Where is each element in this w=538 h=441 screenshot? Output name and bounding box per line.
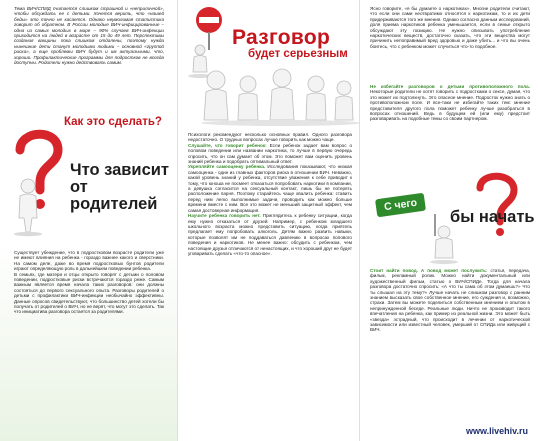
paragraph-lead: Слушайте, что говорит ребенок:	[188, 142, 267, 148]
paragraph-lead: Не избегайте разговоров о детьми противоположного пола.	[370, 84, 530, 89]
paragraph-text: Некоторые родители не хотят говорить с подростками о сексе, думая, что это может их подтолкнуть. Это опасное мнение. Подросток нужно знать о противоположном поле. И все-таки не избегайте таких тем: мнение представителя другого пола поможет ребенку лучше разобраться в вопросах отношений. Ведь в будущем ей (или ему) предстоит разговаривать на подобные темы со своим партнером.	[370, 89, 530, 122]
paragraph	[370, 84, 530, 122]
heading	[232, 26, 348, 60]
paragraph-text: статья, передача, фильм, рекламный ролик. Можно найти документальный или художественный фильм, статью о ВИЧ/СПИДе. Тогда для начала разговора достаточно спросить: «А что ты сама об этом думаешь?» Что ты слышал на эту тему?» Лучше начать не слишком разговор с ранним знанием высказать свое собственное мнение, его суждения и, возможно, страхи. Затем вы можете поделиться собственным мнением и опытом в непринужденной беседе. Реальные люди. Ничто не производит такого впечатления на ребенка, как пример из реальной жизни. Это может быть «звезда» эстрадный, что происходит в лечении от наркотической зависимости или известный человек, умерший от СПИДа или живущий с ВИЧ.	[370, 268, 530, 333]
body-text	[14, 250, 164, 315]
intro-text: Тема ВИЧ/СПИД считается слишком страшной и «неприличной», чтобы обсуждать ее с детьми. Хочется верить, что «нашей беды» это точно не касается. Однако неумолимая статистика говорит об обратном. В России молодые ВИЧ-инфицированные – одна из самых молодых в мире – 90% случаев ВИЧ-инфекции приходится на людей в возрасте от 15 до 49 лет. Перспективы создания вакцины пока слишком отдалены, поэтому нужда нынешние дети станут молодыми людьми – основной «группой риска», а еще проблемы ВИЧ будут и им актуальными, что, хорошо. Профилактические программы для подростков не всегда доступны. Родители нужно действовать самим.	[14, 6, 164, 66]
section-title: Что зависит от родителей	[70, 161, 169, 213]
paragraph-lead: Стоит найти повод. А повод может послужить:	[370, 268, 488, 273]
paragraph-lead: Укрепляйте самооценку ребенка.	[188, 164, 266, 170]
paragraph	[188, 164, 352, 213]
paragraph	[370, 268, 530, 333]
question-heading: Как это сделать?	[64, 116, 162, 128]
paragraph-text: Если ребенок задает вам вопрос о половом поведении или названии наркотика, то лучше в первую очередь спросить, что он сам думает об этом. Это поможет вам оценить уровень знаний ребенка и подобрать оптимальный ответ.	[188, 142, 352, 165]
paragraph-text: Психологи рекомендуют несколько основных правил. Одного разговора недостаточно. О трудных вопросах лучше говорить как можно чаще.	[188, 132, 352, 143]
heading-line1: Разговор	[232, 26, 331, 49]
heading-line2: будет серьезным	[248, 48, 348, 60]
sign-label: С чего	[375, 193, 426, 218]
panel-middle	[178, 0, 360, 441]
question-figure-icon	[6, 120, 72, 238]
paragraph	[188, 132, 352, 143]
paragraph	[188, 213, 352, 256]
people-group-icon	[186, 58, 360, 128]
paragraph: Существует убеждение, что в подростковом возрасте родители уже не имеют влияния на ребенка - гораздо важнее какого и сверстники. На самом деле, даже во время подростковых бунтов родители играют определяющую роль в дальнейшем поведении ребенка.	[14, 250, 164, 272]
paragraph	[188, 143, 352, 165]
section-title: бы начать	[450, 208, 535, 226]
paragraph: Ясно говорите, «я бы думаете о наркотиках». Многие родители считают, что если они сами неотвратимо относятся к наркотикам, то и их дети придерживаются того же мнения. Однако согласно данным исследований, доля приема наркотиков ребенка уменьшается, если в семье открыто обсуждают эту позицию. Не нужно описывать употребление наркотических веществ, достаточно сказать, что эти вещества могут причинить непоправимый вред здоровью и даже убить... и что вы очень боитесь, что с ребенком может случиться что-то подобное.	[370, 6, 530, 49]
body-text	[188, 132, 352, 256]
paragraph-text: Приглядитесь к ребенку ситуации, когда ему нужно отказаться от друзей. Например, с ребенком младшего школьного возраста можно представить ситуацию, когда приятель предлагает ему попробовать алкоголь. Детям важно развить навыки, которые позволят им не поддаваться давлению в вопросах полового поведения и наркотиков. Не менее важно: обсудить с ребенком, чем настоящие друзья отличаются от ненастоящих, и что хороший друг не будет уговаривать сделать «что-то опасное».	[188, 213, 352, 256]
panel-left	[0, 0, 178, 441]
paragraph: В семьях, где матери и отцы открыто говорят с детьми о половом поведении, подростковые риски встречаются гораздо реже. Самым важным является время начала таких разговоров: они должны состояться до первого сексуального опыта. Разговоры родителей о детьми с профилактики ВИЧ-инфекции необычайно эффективны. Данные опросов свидетельствуют, что большинство детей хотели бы получать от родителей о ВИЧ, но не верят, что могут это сделать. Так что инициатива разговора остается за родителями.	[14, 271, 164, 315]
paragraph-text: Исследования показывают, что низкая самооценка - один из главных факторов риска в отношении ВИЧ. Неважно, какой уровень знаний у ребенка, отсутствие уважения к себе приводит к тому, что юноша не посмеет отказаться попробовать наркотики в компании, а девушка согласится на сексуальный контакт, лишь бы не потерять расположение парня. Поэтому старайтесь чаще хвалить ребенка: ставить перед ним легко выполнимые задачи, проводить как можно больше времени вместе с ним. Все это может не меньший защитный эффект, чем самая достоверная информация.	[188, 164, 352, 213]
panel-right	[360, 0, 538, 441]
paragraph-lead: Научите ребенка говорить нет.	[188, 213, 261, 219]
website-link[interactable]: www.livehiv.ru	[465, 426, 528, 436]
